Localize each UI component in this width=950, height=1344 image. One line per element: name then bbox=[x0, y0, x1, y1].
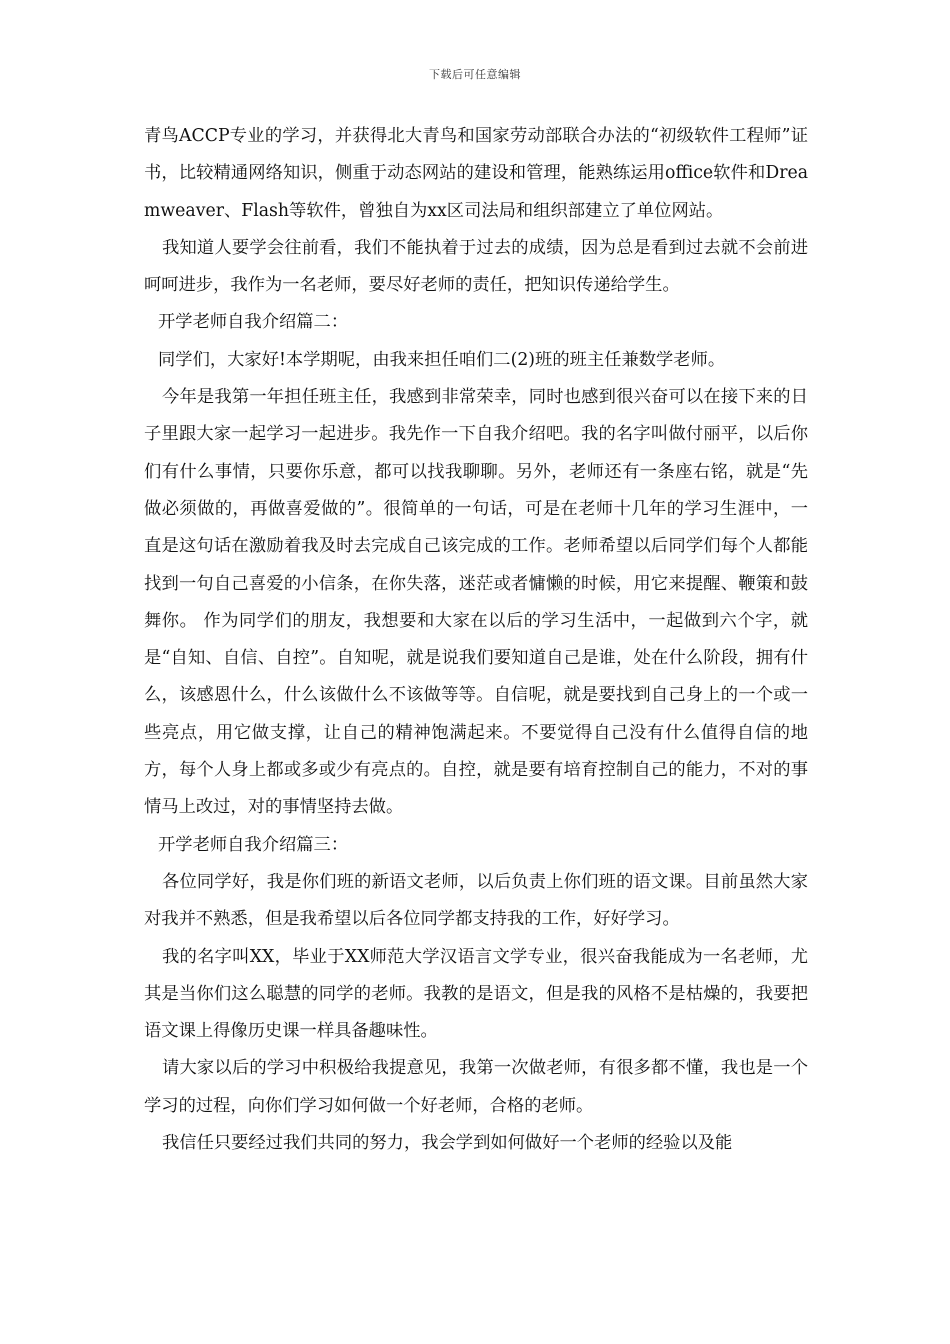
paragraph: 同学们，大家好!本学期呢，由我来担任咱们二(2)班的班主任兼数学老师。 bbox=[158, 349, 726, 370]
paragraph: 我知道人要学会往前看，我们不能执着于过去的成绩，因为总是看到过去就不会前进呵呵进步，我作为一名老师，要尽好老师的责任，把知识传递给学生。 bbox=[144, 237, 808, 296]
paragraph: 青鸟ACCP专业的学习，并获得北大青鸟和国家劳动部联合办法的“初级软件工程师”证书，比较精通网络知识，侧重于动态网站的建设和管理，能熟练运用office软件和Dreamweaver、Flash等软件，曾独自为xx区司法局和组织部建立了单位网站。 bbox=[144, 126, 808, 221]
paragraph: 请大家以后的学习中积极给我提意见，我第一次做老师，有很多都不懂，我也是一个学习的过程，向你们学习如何做一个好老师，合格的老师。 bbox=[144, 1058, 808, 1116]
section-heading: 开学老师自我介绍篇二： bbox=[158, 312, 349, 333]
page-header: 下载后可任意编辑 bbox=[429, 68, 521, 81]
paragraph: 我的名字叫XX，毕业于XX师范大学汉语言文学专业，很兴奋我能成为一名老师，尤其是当你们这么聪慧的同学的老师。我教的是语文，但是我的风格不是枯燥的，我要把语文课上得像历史课一样具备趣味性。 bbox=[144, 946, 808, 1042]
paragraph: 今年是我第一年担任班主任，我感到非常荣幸，同时也感到很兴奋可以在接下来的日子里跟大家一起学习一起进步。我先作一下自我介绍吧。我的名字叫做付丽平，以后你们有什么事情，只要你乐意，都可以找我聊聊。另外，老师还有一条座右铭，就是“先做必须做的，再做喜爱做的”。很简单的一句话，可是在老师十几年的学习生涯中，一直是这句话在激励着我及时去完成自己该完成的工作。老师希望以后同学们每个人都能找到一句自己喜爱的小信条，在你失落，迷茫或者慵懒的时候，用它来提醒、鞭策和鼓舞你。 作为同学们的朋友，我想要和大家在以后的学习生活中，一起做到六个字，就是“自知、自信、自控”。自知呢，就是说我们要知道自己是谁，处在什么阶段，拥有什么，该感恩什么，什么该做什么不该做等等。自信呢，就是要找到自己身上的一个或一些亮点，用它做支撑，让自己的精神饱满起来。不要觉得自己没有什么值得自信的地方，每个人身上都或多或少有亮点的。自控，就是要有培育控制自己的能力，不对的事情马上改过，对的事情坚持去做。 bbox=[144, 387, 808, 818]
section-heading: 开学老师自我介绍篇三： bbox=[158, 834, 349, 855]
paragraph: 各位同学好，我是你们班的新语文老师，以后负责上你们班的语文课。目前虽然大家对我并不熟悉，但是我希望以后各位同学都支持我的工作，好好学习。 bbox=[144, 871, 808, 930]
paragraph: 我信任只要经过我们共同的努力，我会学到如何做好一个老师的经验以及能 bbox=[162, 1133, 733, 1154]
document-body bbox=[144, 118, 808, 1162]
